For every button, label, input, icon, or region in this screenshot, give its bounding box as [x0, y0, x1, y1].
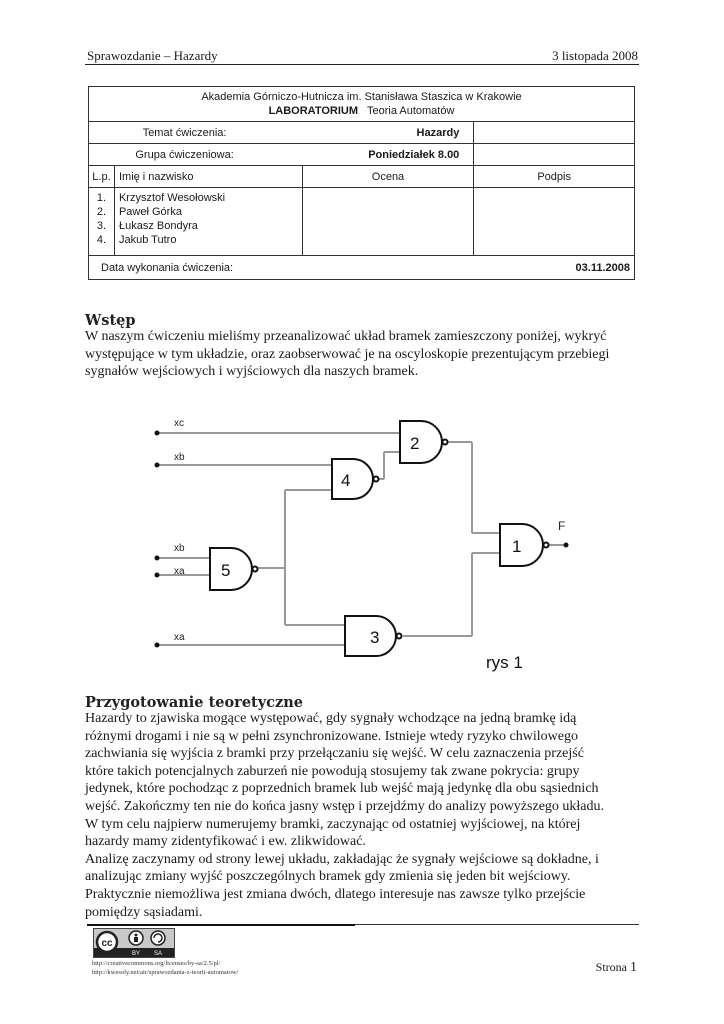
theory-line: wejść. Zakończmy ten nie do końca jasny wstęp i przejdźmy do analizy powyższego układu.	[85, 798, 605, 814]
theory-line: hazardy mamy zidentyfikować i ew. zlikwidować.	[85, 834, 366, 850]
lab-label: LABORATORIUM	[268, 105, 358, 117]
theory-heading: Przygotowanie teoretyczne	[85, 694, 303, 711]
gate-number-4: 4	[341, 471, 351, 490]
member-name: Łukasz Bondyra	[118, 220, 198, 232]
gate-number-2: 2	[410, 434, 420, 453]
header-title: Sprawozdanie – Hazardy	[87, 48, 218, 63]
col-header-name: Imię i nazwisko	[114, 166, 302, 188]
output-terminal-dot	[564, 543, 569, 548]
member-lp: 4.	[96, 234, 107, 246]
terminal-dot	[155, 463, 160, 468]
gate-5-body	[210, 548, 252, 590]
sa-icon	[151, 931, 165, 945]
intro-heading: Wstęp	[85, 312, 136, 329]
page-number	[596, 960, 637, 976]
gate-4-body	[332, 459, 373, 499]
col-header-lp: L.p.	[89, 166, 115, 188]
date-label: Data wykonania ćwiczenia:	[101, 261, 234, 274]
member-lp: 3.	[96, 220, 107, 232]
intro-line: występujące w tym układzie, oraz zaobserwować je na oscyloskopie prezentującym przebiegi	[85, 346, 610, 362]
label-xc: xc	[174, 418, 184, 429]
cc-license-badge[interactable]	[93, 928, 175, 958]
gate-number-1: 1	[512, 537, 522, 556]
col-header-signature: Podpis	[474, 166, 635, 188]
member-name: Jakub Tutro	[118, 234, 177, 246]
member-name: Krzysztof Wesołowski	[118, 192, 226, 204]
member-lp: 2.	[96, 206, 107, 218]
topic-value: Hazardy	[416, 126, 460, 139]
intro-line: sygnałów wejściowych i wyjściowych dla naszych bramek.	[85, 364, 419, 380]
cc-badge-graphic	[94, 929, 174, 957]
gate-number-5: 5	[221, 561, 231, 580]
gate-1-body	[500, 524, 543, 566]
sa-label: SA	[153, 951, 163, 957]
gate-1-bubble	[544, 543, 549, 548]
page-value: 1	[630, 960, 637, 975]
figure-caption: rys 1	[486, 653, 523, 672]
theory-line: pomiędzy sąsiadami.	[85, 904, 203, 920]
page-label: Strona	[595, 960, 627, 974]
gate-2-body	[400, 421, 442, 463]
nand-gates	[210, 421, 549, 656]
theory-line: Praktycznie niemożliwa jest zmiana dwóch, dlatego interesuje nas zawsze tylko przejście	[85, 886, 586, 902]
group-value: Poniedziałek 8.00	[368, 148, 460, 161]
institution-name: Akademia Górniczo-Hutnicza im. Stanisława Staszica w Krakowie	[201, 91, 522, 103]
theory-line: Hazardy to zjawiska mogące występować, gdy sygnały wchodzące na jedną bramkę idą	[85, 711, 577, 726]
course-name: Teoria Automatów	[366, 105, 455, 117]
gate-3-bubble	[397, 634, 402, 639]
by-label: BY	[131, 951, 141, 957]
theory-line: jedynek, które pochodząc z poprzednich bramek lub wejść mają jedynkę dla obu sąsiednich	[85, 781, 599, 797]
member-lp: 1.	[96, 192, 107, 204]
header-date: 3 listopada 2008	[552, 48, 638, 63]
terminal-dot	[155, 431, 160, 436]
cc-icon-text: cc	[101, 938, 113, 949]
label-output-f: F	[558, 519, 566, 533]
gate-4-bubble	[374, 477, 379, 482]
theory-line: analizując zmiany wyjść poszczególnych bramek gdy zmienia się jeden bit wejściowy.	[85, 869, 571, 885]
member-name: Paweł Górka	[118, 206, 182, 218]
group-label: Grupa ćwiczeniowa:	[135, 148, 234, 161]
label-xa: xa	[174, 632, 185, 643]
gate-number-3: 3	[370, 628, 380, 647]
source-link[interactable]: http://kwesoly.net/air/sprawozdania-z-teorii-automatow/	[92, 968, 239, 976]
col-header-grade: Ocena	[302, 166, 474, 188]
label-xb: xb	[174, 452, 185, 463]
gate-5-bubble	[253, 567, 258, 572]
intro-line: W naszym ćwiczeniu mieliśmy przeanalizować układ bramek zamieszczony poniżej, wykryć	[85, 329, 607, 344]
theory-line: Analizę zaczynamy od strony lewej układu, zakładając że sygnały wejściowe są dokładne, i	[85, 851, 599, 867]
theory-line: różnymi drogami i nie są w pełni zsynchronizowane. Istnieje wtedy ryzyko chwilowego	[85, 728, 578, 744]
theory-line: zachwiania się wyjścia z bramki przy przełączaniu się wejść. W celu zaznaczenia przejść	[85, 746, 584, 762]
license-link[interactable]: http://creativecommons.org/licenses/by-sa/2.5/pl/	[92, 960, 221, 967]
terminal-dot	[155, 573, 160, 578]
label-xa: xa	[174, 566, 185, 577]
gate-2-bubble	[443, 440, 448, 445]
theory-line: W tym celu najpierw numerujemy bramki, zaczynając od ostatniej wyjściowej, na której	[85, 816, 581, 832]
theory-paragraph	[85, 710, 645, 921]
theory-line: które takich potencjalnych zaburzeń nie powodują stosujemy tak zwane pokrycia: grupy	[85, 763, 580, 779]
topic-label: Temat ćwiczenia:	[142, 126, 227, 139]
terminal-dot	[155, 643, 160, 648]
footer-links	[92, 960, 238, 977]
footnote-rule	[87, 924, 355, 926]
date-value: 03.11.2008	[575, 261, 630, 274]
label-xb: xb	[174, 543, 185, 554]
terminal-dot	[155, 556, 160, 561]
